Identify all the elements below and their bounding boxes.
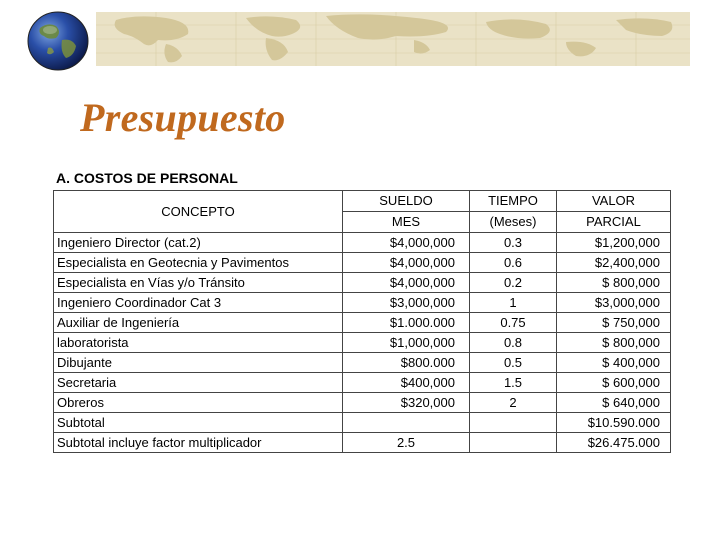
- cell-concepto: Auxiliar de Ingeniería: [54, 313, 343, 333]
- cell-sueldo: $400,000: [343, 373, 470, 393]
- subtotal-factor-value: $26.475.000: [557, 433, 671, 453]
- cell-sueldo: $3,000,000: [343, 293, 470, 313]
- cell-sueldo: $4,000,000: [343, 253, 470, 273]
- empty-cell: [343, 413, 470, 433]
- header-banner: [0, 0, 720, 80]
- table-row: [54, 233, 671, 253]
- header-tiempo: TIEMPO: [470, 191, 557, 212]
- cell-sueldo: $1,000,000: [343, 333, 470, 353]
- cell-concepto: Secretaria: [54, 373, 343, 393]
- subtotal-label: Subtotal: [54, 413, 343, 433]
- header-sueldo: SUELDO: [343, 191, 470, 212]
- cell-concepto: laboratorista: [54, 333, 343, 353]
- cell-concepto: Especialista en Geotecnia y Pavimentos: [54, 253, 343, 273]
- cell-tiempo: 1.5: [470, 373, 557, 393]
- header-valor: VALOR: [557, 191, 671, 212]
- cell-concepto: Ingeniero Director (cat.2): [54, 233, 343, 253]
- empty-cell: [470, 433, 557, 453]
- cell-valor: $ 400,000: [557, 353, 671, 373]
- table-row: [54, 253, 671, 273]
- globe-icon: [22, 10, 94, 72]
- cell-concepto: Obreros: [54, 393, 343, 413]
- cell-sueldo: $4,000,000: [343, 273, 470, 293]
- cell-valor: $ 640,000: [557, 393, 671, 413]
- header-sueldo-sub: MES: [343, 212, 470, 233]
- subtotal-row: [54, 413, 671, 433]
- header-valor-sub: PARCIAL: [557, 212, 671, 233]
- subtotal-factor-label: Subtotal incluye factor multiplicador: [54, 433, 343, 453]
- table-row: [54, 313, 671, 333]
- section-title: A. COSTOS DE PERSONAL: [56, 170, 238, 186]
- table-row: [54, 373, 671, 393]
- table-row: [54, 333, 671, 353]
- cell-sueldo: $4,000,000: [343, 233, 470, 253]
- cell-valor: $2,400,000: [557, 253, 671, 273]
- table-row: [54, 393, 671, 413]
- multiplier-factor: 2.5: [343, 433, 470, 453]
- cell-tiempo: 0.5: [470, 353, 557, 373]
- table-row: [54, 293, 671, 313]
- cell-sueldo: $800.000: [343, 353, 470, 373]
- header-concepto: CONCEPTO: [54, 191, 343, 233]
- header-tiempo-sub: (Meses): [470, 212, 557, 233]
- cell-valor: $1,200,000: [557, 233, 671, 253]
- cell-tiempo: 0.2: [470, 273, 557, 293]
- table-row: [54, 273, 671, 293]
- cell-tiempo: 0.3: [470, 233, 557, 253]
- cell-sueldo: $320,000: [343, 393, 470, 413]
- table-header-row-1: [54, 191, 671, 212]
- cell-valor: $ 800,000: [557, 333, 671, 353]
- cell-tiempo: 0.75: [470, 313, 557, 333]
- cell-concepto: Dibujante: [54, 353, 343, 373]
- cell-valor: $ 750,000: [557, 313, 671, 333]
- cell-tiempo: 1: [470, 293, 557, 313]
- cell-concepto: Ingeniero Coordinador Cat 3: [54, 293, 343, 313]
- subtotal-factor-row: [54, 433, 671, 453]
- cell-tiempo: 0.6: [470, 253, 557, 273]
- cell-tiempo: 0.8: [470, 333, 557, 353]
- cell-sueldo: $1.000.000: [343, 313, 470, 333]
- world-map-strip: [96, 12, 690, 66]
- cell-valor: $ 800,000: [557, 273, 671, 293]
- cell-valor: $ 600,000: [557, 373, 671, 393]
- cell-valor: $3,000,000: [557, 293, 671, 313]
- cell-tiempo: 2: [470, 393, 557, 413]
- subtotal-value: $10.590.000: [557, 413, 671, 433]
- empty-cell: [470, 413, 557, 433]
- table-row: [54, 353, 671, 373]
- page-title: Presupuesto: [80, 95, 286, 140]
- world-map-graphic: [96, 12, 690, 66]
- cell-concepto: Especialista en Vías y/o Tránsito: [54, 273, 343, 293]
- personnel-cost-table: [53, 190, 671, 453]
